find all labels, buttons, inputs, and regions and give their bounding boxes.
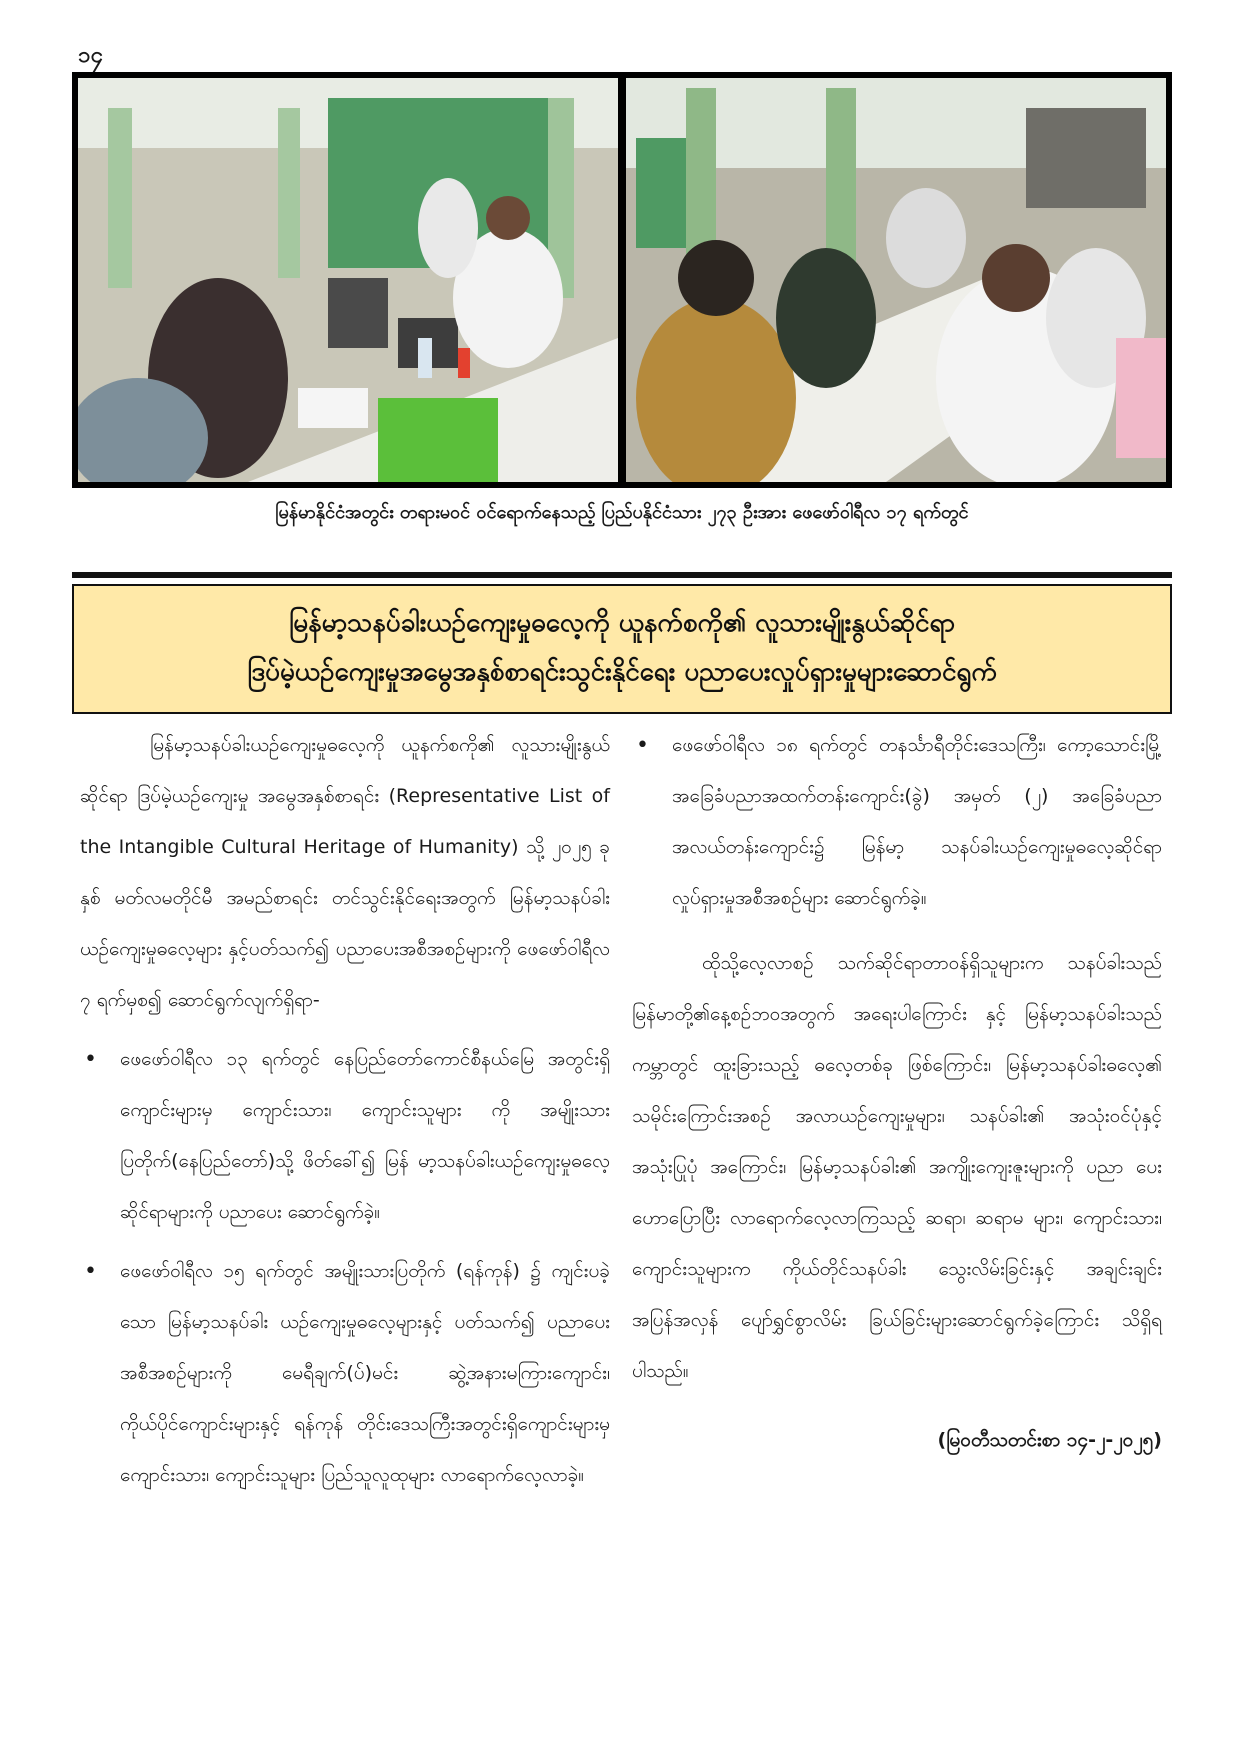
intro-paragraph: မြန်မာ့သနပ်ခါးယဉ်ကျေးမှုဓလေ့ကို ယူနက်စကို၏ လူသားမျိုးနွယ်ဆိုင်ရာ ဒြပ်မဲ့ယဉ်ကျေးမှု အမွေအနှစ်စာရင်း (Representative List of the Intangible Cultural Heritage of Humanity) သို့ ၂၀၂၅ ခုနှစ် မတ်လမတိုင်မီ အမည်စာရင်း တင်သွင်းနိုင်ရေးအတွက် မြန်မာ့သနပ်ခါးယဉ်ကျေးမှုဓလေ့များ နှင့်ပတ်သက်၍ ပညာပေးအစီအစဉ်များကို ဖေဖော်ဝါရီလ ၇ ရက်မှစ၍ ဆောင်ရွက်လျက်ရှိရာ-	[80, 734, 610, 1011]
headline-box	[72, 584, 1172, 714]
bullet-icon: •	[84, 1047, 97, 1072]
right-column	[632, 720, 1162, 1466]
headline-line-2: ဒြပ်မဲ့ယဉ်ကျေးမှုအမွေအနှစ်စာရင်းသွင်းနိုင်ရေး ပညာပေးလှုပ်ရှားမှုများဆောင်ရွက်	[247, 657, 997, 687]
photo-right	[626, 78, 1166, 482]
left-bullet-list	[80, 1034, 610, 1501]
section-divider	[72, 572, 1172, 578]
photo-right-image	[626, 78, 1166, 482]
photo-caption: မြန်မာနိုင်ငံအတွင်း တရားမဝင် ဝင်ရောက်နေသည့် ပြည်ပနိုင်ငံသား ၂၇၃ ဦးအား ဖေဖော်ဝါရီလ ၁၇ ရက်တွင်	[275, 502, 969, 523]
bullet-text: ဖေဖော်ဝါရီလ ၁၅ ရက်တွင် အမျိုးသားပြတိုက် (ရန်ကုန်) ၌ ကျင်းပခဲ့သော မြန်မာ့သနပ်ခါး ယဉ်ကျေးမှုဓလေ့များနှင့် ပတ်သက်၍ ပညာပေးအစီအစဉ်များကို မေရီချက်(ပ်)မင်း ဆွဲ့အနားမကြားကျောင်း၊ ကိုယ်ပိုင်ကျောင်းများနှင့် ရန်ကုန် တိုင်းဒေသကြီးအတွင်းရှိကျောင်းများမှ ကျောင်းသား၊ ကျောင်းသူများ ပြည်သူလူထုများ လာရောက်လေ့လာခဲ့။	[120, 1260, 610, 1486]
source-citation: (မြဝတီသတင်းစာ ၁၄-၂-၂၀၂၅)	[937, 1429, 1162, 1451]
bullet-text: ဖေဖော်ဝါရီလ ၁၈ ရက်တွင် တနင်္သာရီတိုင်းဒေသကြီး၊ ကော့သောင်းမြို့ အခြေခံပညာအထက်တန်းကျောင်း(ခွဲ) အမှတ် (၂) အခြေခံပညာအလယ်တန်းကျောင်း၌ မြန်မာ့ သနပ်ခါးယဉ်ကျေးမှုဓလေ့ဆိုင်ရာ လှုပ်ရှားမှုအစီအစဉ်များ ဆောင်ရွက်ခဲ့။	[672, 734, 1162, 909]
bullet-icon: •	[84, 1259, 97, 1284]
photo-left-image	[78, 78, 618, 482]
photo-frame	[72, 72, 1172, 488]
bullet-icon: •	[636, 733, 649, 758]
body-paragraph: ထိုသို့လေ့လာစဉ် သက်ဆိုင်ရာတာဝန်ရှိသူများက သနပ်ခါးသည် မြန်မာတို့၏နေ့စဉ်ဘဝအတွက် အရေးပါကြောင်း နှင့် မြန်မာ့သနပ်ခါးသည် ကမ္ဘာတွင် ထူးခြားသည့် ဓလေ့တစ်ခု ဖြစ်ကြောင်း၊ မြန်မာ့သနပ်ခါးဓလေ့၏ သမိုင်းကြောင်းအစဉ် အလာယဉ်ကျေးမှုများ၊ သနပ်ခါး၏ အသုံးဝင်ပုံနှင့် အသုံးပြုပုံ အကြောင်း၊ မြန်မာ့သနပ်ခါး၏ အကျိုးကျေးဇူးများကို ပညာ ပေးဟောပြောပြီး လာရောက်လေ့လာကြသည့် ဆရာ၊ ဆရာမ များ၊ ကျောင်းသား၊ ကျောင်းသူများက ကိုယ်တိုင်သနပ်ခါး သွေးလိမ်းခြင်းနှင့် အချင်းချင်းအပြန်အလှန် ပျော်ရွှင်စွာလိမ်း ခြယ်ခြင်းများဆောင်ရွက်ခဲ့ကြောင်း သိရှိရပါသည်။	[632, 952, 1162, 1382]
list-item	[80, 1246, 610, 1501]
list-item	[632, 720, 1162, 924]
photo-left	[78, 78, 618, 482]
left-column	[80, 720, 610, 1501]
right-bullet-list	[632, 720, 1162, 924]
bullet-text: ဖေဖော်ဝါရီလ ၁၃ ရက်တွင် နေပြည်တော်ကောင်စီနယ်မြေ အတွင်းရှိ ကျောင်းများမှ ကျောင်းသား၊ ကျောင်းသူများ ကို အမျိုးသားပြတိုက်(နေပြည်တော်)သို့ ဖိတ်ခေါ်၍ မြန် မာ့သနပ်ခါးယဉ်ကျေးမှုဓလေ့ဆိုင်ရာများကို ပညာပေး ဆောင်ရွက်ခဲ့။	[120, 1048, 610, 1223]
page-number: ၁၄	[78, 43, 103, 68]
headline-line-1: မြန်မာ့သနပ်ခါးယဉ်ကျေးမှုဓလေ့ကို ယူနက်စကို၏ လူသားမျိုးနွယ်ဆိုင်ရာ	[288, 608, 956, 638]
list-item	[80, 1034, 610, 1238]
